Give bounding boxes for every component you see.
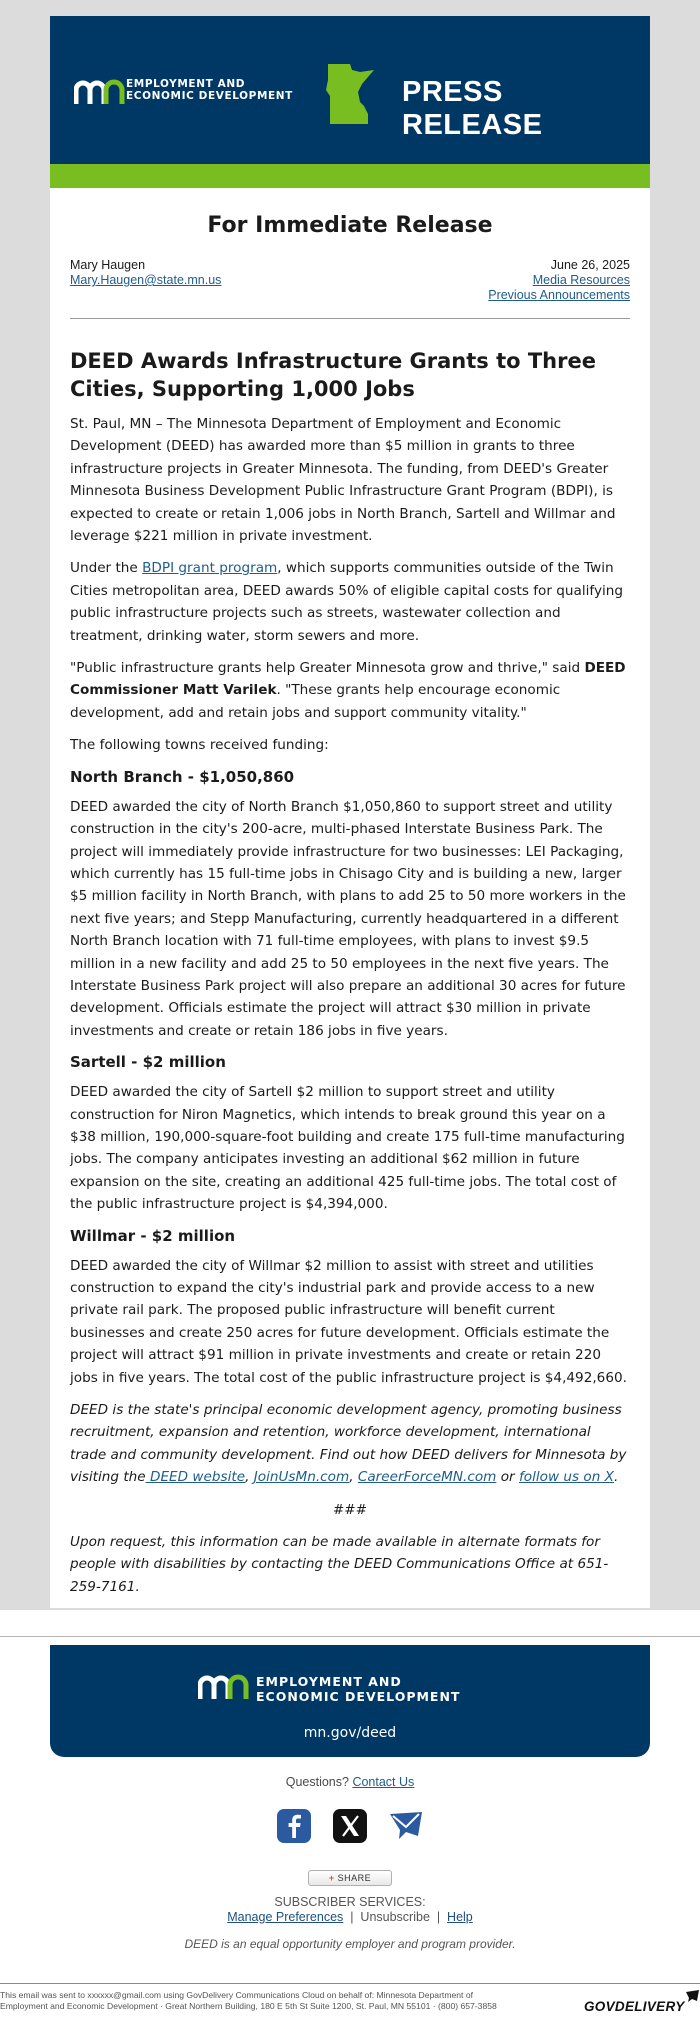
social-icons [0,1808,700,1844]
about-deed-text: DEED is the state's principal economic development agency, promoting business recruitment, expansion and retention, workforce development, international trade and community development. Find out how DEED delivers for Minnesota by visiting the [70,1402,627,1486]
article-headline: DEED Awards Infrastructure Grants to Three Cities, Supporting 1,000 Jobs [70,349,596,401]
commissioner-name: DEED Commissioner Matt Varilek [70,660,626,699]
paragraph-towns-intro: The following towns received funding: [70,737,329,754]
section-text-sartell: DEED awarded the city of Sartell $2 million to support street and utility construction for Niron Magnetics, which intends to break ground this year on a $38 million, 190,000-square-foot building and create 175 full-time manufacturing jobs. The company anticipates investing an additional $62 million in future expansion on the site, creating an additional 425 full-time jobs. The total cost of the public infrastructure project is $4,394,000. [70,1084,625,1213]
contact-email-link[interactable]: Mary.Haugen@state.mn.us [70,273,222,287]
section-heading-sartell: Sartell - $2 million [70,1053,226,1072]
header-org-line2: ECONOMIC DEVELOPMENT [126,90,293,102]
previous-announcements-link[interactable]: Previous Announcements [488,288,630,302]
footer-banner [50,1645,650,1757]
x-icon[interactable] [332,1808,368,1844]
email-card [50,16,650,1608]
footer-org-name [256,1674,460,1704]
quote-lead: "Public infrastructure grants help Greater Minnesota grow and thrive," said [70,660,585,677]
contact-name: Mary Haugen [70,258,146,272]
fine-print-line2: Employment and Economic Development · Great Northern Building, 180 E 5th St Suite 1200, St. Paul, MN 55101 · (800) 657-3858 [0,2001,497,2011]
equal-opportunity-note: DEED is an equal opportunity employer and program provider. [184,1937,516,1951]
header-org-line1: EMPLOYMENT AND [126,78,246,90]
share-label: SHARE [337,1873,372,1883]
section-text-willmar: DEED awarded the city of Willmar $2 million to assist with street and utilities construction to expand the city's industrial park and provide access to a new private rail park. The proposed public infrastructure will benefit current businesses and create 250 acres for future development. Officials estimate the project will attract $91 million in private investments and create or retain 220 jobs in five years. The total cost of the public infrastructure project is $4,492,660. [70,1257,627,1386]
deed-website-link[interactable]: DEED website [145,1469,246,1486]
release-meta [488,258,630,303]
share-plus-icon: + [328,1873,335,1883]
fine-print-line1: This email was sent to xxxxxx@gmail.com using GovDelivery Communications Cloud on behalf of: Minnesota Department of [0,1990,473,2000]
facebook-icon[interactable] [276,1808,312,1844]
careerforcemn-link[interactable]: CareerForceMN.com [357,1469,497,1486]
divider [70,318,630,319]
paragraph-program-lead: Under the [70,560,143,577]
bdpi-grant-program-link[interactable]: BDPI grant program [142,560,278,577]
contact-us-link[interactable]: Contact Us [352,1775,415,1789]
minnesota-state-icon [324,62,376,126]
paragraph-intro: St. Paul, MN – The Minnesota Department of Employment and Economic Development (DEED) has awarded more than $5 million in grants to three infrastructure projects in Greater Minnesota. The funding, from DEED's Greater Minnesota Business Development Public Infrastructure Grant Program (BDPI), is expected to create or retain 1,006 jobs in North Branch, Sartell and Willmar and leverage $221 million in private investment. [70,416,616,545]
mn-logo-icon [198,1673,250,1701]
about-deed: DEED is the state's principal economic development agency, promoting business recruitment, expansion and retention, workforce development, international trade and community development. Find out how DEED delivers for Minnesota by visiting the DEED website, JoinUsMn.com, CareerForceMN.com or follow us on X. [70,1402,627,1486]
govdelivery-logo[interactable]: GOVDELIVERY [584,1999,685,2014]
subscriber-links: Manage Preferences | Unsubscribe | Help [227,1910,473,1924]
section-text-north-branch: DEED awarded the city of North Branch $1,050,860 to support street and utility construction in the city's 200-acre, multi-phased Interstate Business Park. The project will immediately provide infrastructure for two businesses: LEI Packaging, which currently has 15 full-time jobs in Chisago City and is building a new, larger $5 million facility in North Branch, with plans to add 25 to 50 more workers in the next five years; and Stepp Manufacturing, currently headquartered in a different North Branch location with 71 full-time employees, with plans to invest $9.5 million in a new facility and add 25 to 50 employees in the next five years. The Interstate Business Park project will also prepare an additional 30 acres for future development. Officials estimate the project will attract $30 million in private investments and create or retain 186 jobs in five years. [70,798,626,1039]
footer-org-line2: ECONOMIC DEVELOPMENT [256,1689,461,1704]
contact-row [70,258,630,303]
paragraph-program-rest: , which supports communities outside of the Twin Cities metropolitan area, DEED awards 50% of eligible capital costs for qualifying public infrastructure projects such as streets, wastewater collection and treatment, drinking water, storm sewers and more. [70,560,624,644]
follow-on-x-link[interactable]: follow us on X [518,1469,614,1486]
accent-bar [50,164,650,188]
footer-org-line1: EMPLOYMENT AND [256,1674,402,1689]
paragraph-quote [70,657,630,724]
header-org-name [126,78,293,102]
separator-line [0,1636,700,1637]
section-heading-north-branch: North Branch - $1,050,860 [70,767,295,786]
contact-block [70,258,221,303]
section-heading-willmar: Willmar - $2 million [70,1226,236,1245]
media-resources-link[interactable]: Media Resources [532,273,630,287]
email-icon[interactable] [388,1808,424,1844]
footer-url: mn.gov/deed [303,1725,397,1741]
paragraph-program [70,557,630,647]
about-or: or [496,1469,519,1486]
govdelivery-envelope-icon [686,1990,699,2002]
press-release-header [50,16,650,164]
release-title: For Immediate Release [207,213,493,238]
quote-rest: . "These grants help encourage economic development, add and retain jobs and support community vitality." [70,682,561,721]
unsubscribe-link[interactable]: Unsubscribe [360,1910,430,1924]
questions-line [0,1775,700,1789]
mn-logo-icon [74,78,126,106]
release-date: June 26, 2025 [550,258,630,272]
share-button[interactable] [308,1870,392,1886]
accessibility-note: Upon request, this information can be made available in alternate formats for people with disabilities by contacting the DEED Communications Office at 651-259-7161. [70,1534,609,1595]
bottom-divider [0,1983,700,1984]
end-mark: ### [332,1501,368,1518]
subscriber-services-label: SUBSCRIBER SERVICES: [274,1895,426,1909]
fine-print [0,1990,580,2012]
subscriber-services [0,1895,700,1925]
manage-preferences-link[interactable]: Manage Preferences [227,1910,344,1924]
joinusmn-link[interactable]: JoinUsMn.com [253,1469,350,1486]
help-link[interactable]: Help [447,1910,473,1924]
content [50,188,650,1598]
press-release-label: PRESS RELEASE [402,76,543,141]
questions-label: Questions? [285,1775,349,1789]
